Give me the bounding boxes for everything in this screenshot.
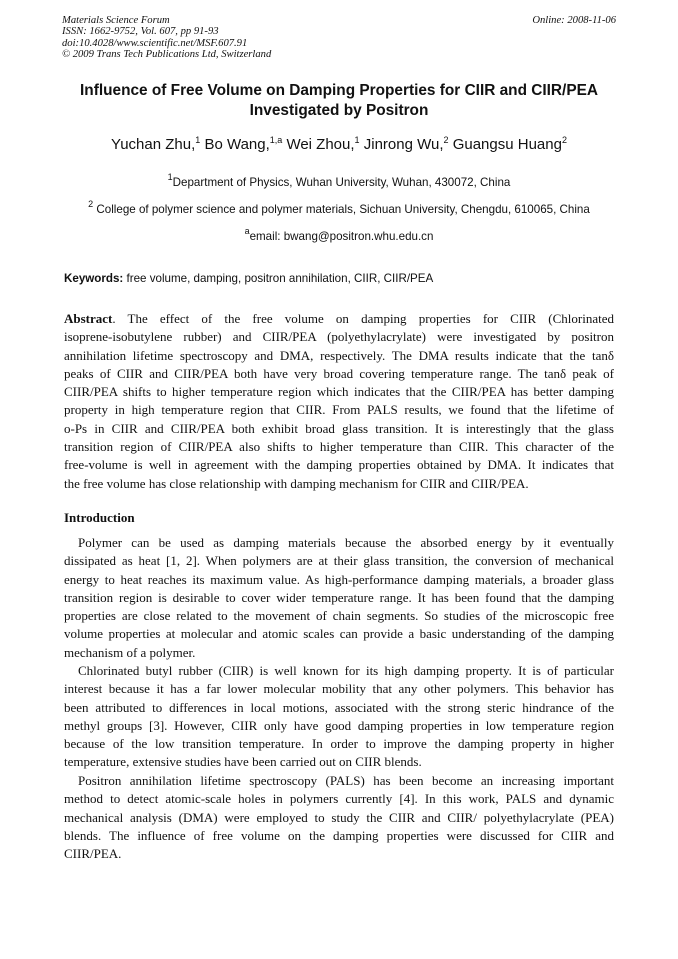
intro-paragraph-2 bbox=[64, 661, 614, 771]
text-line: peaks of CIIR and CIIR/PEA both have very broad covering temperature range. The tanδ peak of bbox=[64, 365, 614, 381]
author: Wei Zhou,$^1$ bbox=[286, 135, 360, 153]
text-line: because of the low transition temperature. In order to improve the damping property in higher bbox=[64, 736, 614, 752]
abstract-label: Abstract bbox=[64, 311, 113, 326]
text-line: property in high temperature region that CIIR. From PALS results, we found that the lifetime of bbox=[64, 402, 614, 418]
author: Jinrong Wu,$^2$ bbox=[363, 135, 449, 153]
text-line: temperature, extensive studies have been carried out on CIIR blends. bbox=[64, 754, 422, 770]
journal-name: Materials Science Forum bbox=[62, 15, 170, 26]
text-line: volume properties at molecular and atomic scales can provide a basic understanding of the damping bbox=[64, 626, 614, 642]
intro-paragraph-1 bbox=[64, 533, 614, 661]
author: Yuchan Zhu,$^1$ bbox=[111, 135, 201, 153]
text-line: transition region is desirable to cover wider temperature range. It has been found that the damping bbox=[64, 589, 614, 605]
text-line: Polymer can be used as damping materials because the absorbed energy by it eventually bbox=[78, 535, 614, 550]
abstract-paragraph bbox=[64, 309, 614, 492]
text-line: been attributed to differences in local motions, associated with the strong steric hindrance of the bbox=[64, 699, 614, 715]
paper-title bbox=[62, 81, 616, 121]
online-date: Online: 2008-11-06 bbox=[532, 15, 616, 26]
text-line: CIIR/PEA. bbox=[64, 846, 122, 862]
title-line-2: Investigated by Positron bbox=[249, 102, 429, 119]
text-line: transition region of CIIR/PEA also shifts to higher temperature than CIIR. This character of the bbox=[64, 439, 614, 455]
text-line: Positron annihilation lifetime spectroscopy (PALS) has been become an increasing important bbox=[78, 773, 614, 788]
text-line: methyl groups [3]. However, CIIR only have good damping properties in low temperature region bbox=[64, 717, 614, 733]
author-list bbox=[40, 135, 638, 155]
email-line: $^a$email: bwang@positron.whu.edu.cn bbox=[244, 226, 434, 243]
affiliation-2: $^2$ College of polymer science and polymer materials, Sichuan University, Chengdu, 610065, China bbox=[88, 199, 590, 216]
text-line: o-Ps in CIIR and CIIR/PEA both exhibit broad glass transition. It is interestingly that the glass bbox=[64, 420, 614, 436]
keywords-label: Keywords: bbox=[64, 272, 124, 285]
affiliation-1: $^1$Department of Physics, Wuhan University, Wuhan, 430072, China bbox=[167, 172, 511, 189]
copyright-line: © 2009 Trans Tech Publications Ltd, Switzerland bbox=[62, 48, 272, 60]
title-line-1: Influence of Free Volume on Damping Properties for CIIR and CIIR/PEA bbox=[80, 82, 598, 99]
author: Bo Wang,$^{1,a}$ bbox=[204, 135, 283, 153]
text-line: free-volume is well in agreement with the damping properties obtained by DMA. It indicates that bbox=[64, 457, 614, 473]
keywords-text: free volume, damping, positron annihilation, CIIR, CIIR/PEA bbox=[126, 272, 434, 285]
text-line: CIIR/PEA shifts to higher temperature region which indicates that the CIIR/PEA has better damping bbox=[64, 384, 614, 400]
text-line: properties are close related to the movement of chain segments. So studies of the microscopic free bbox=[64, 608, 614, 624]
issn-line: ISSN: 1662-9752, Vol. 607, pp 91-93 bbox=[62, 26, 219, 38]
text-line: Chlorinated butyl rubber (CIIR) is well known for its high damping property. It is of particular bbox=[78, 663, 614, 678]
text-line: mechanism of a polymer. bbox=[64, 644, 196, 660]
text-line: dissipated as heat [1, 2]. When polymers are at their glass transition, the conversion of mechanical bbox=[64, 553, 614, 569]
text-line: the free volume has close relationship with damping mechanism for CIIR and CIIR/PEA. bbox=[64, 475, 529, 491]
intro-paragraph-3 bbox=[64, 771, 614, 862]
introduction-heading: Introduction bbox=[64, 510, 135, 525]
journal-header bbox=[62, 15, 271, 60]
text-line: interest because it has a far lower molecular mobility that any other polymers. This behavior has bbox=[64, 681, 614, 697]
text-line: energy to heat reaches its maximum value. As high-performance damping materials, a broader glass bbox=[64, 571, 614, 587]
text-line: method to detect atomic-scale holes in polymers currently [4]. In this work, PALS and dynamic bbox=[64, 791, 614, 807]
keywords bbox=[64, 271, 616, 286]
text-line: mechanical analysis (DMA) were employed to study the CIIR and CIIR/ polyethylacrylate (PEA) bbox=[64, 809, 614, 825]
text-line: isoprene-isobutylene rubber) and CIIR/PEA (polyethylacrylate) were investigated by positron bbox=[64, 329, 614, 345]
text-line: annihilation lifetime spectroscopy and DMA, respectively. The DMA results indicate that the tanδ bbox=[64, 347, 614, 363]
text-line: blends. The influence of free volume on the damping properties were discussed for CIIR and bbox=[64, 827, 614, 843]
author: Guangsu Huang$^2$ bbox=[452, 135, 567, 153]
doi-line: doi:10.4028/www.scientific.net/MSF.607.91 bbox=[62, 37, 248, 49]
text-line: Abstract. The effect of the free volume on damping properties for CIIR (Chlorinated bbox=[64, 311, 614, 326]
